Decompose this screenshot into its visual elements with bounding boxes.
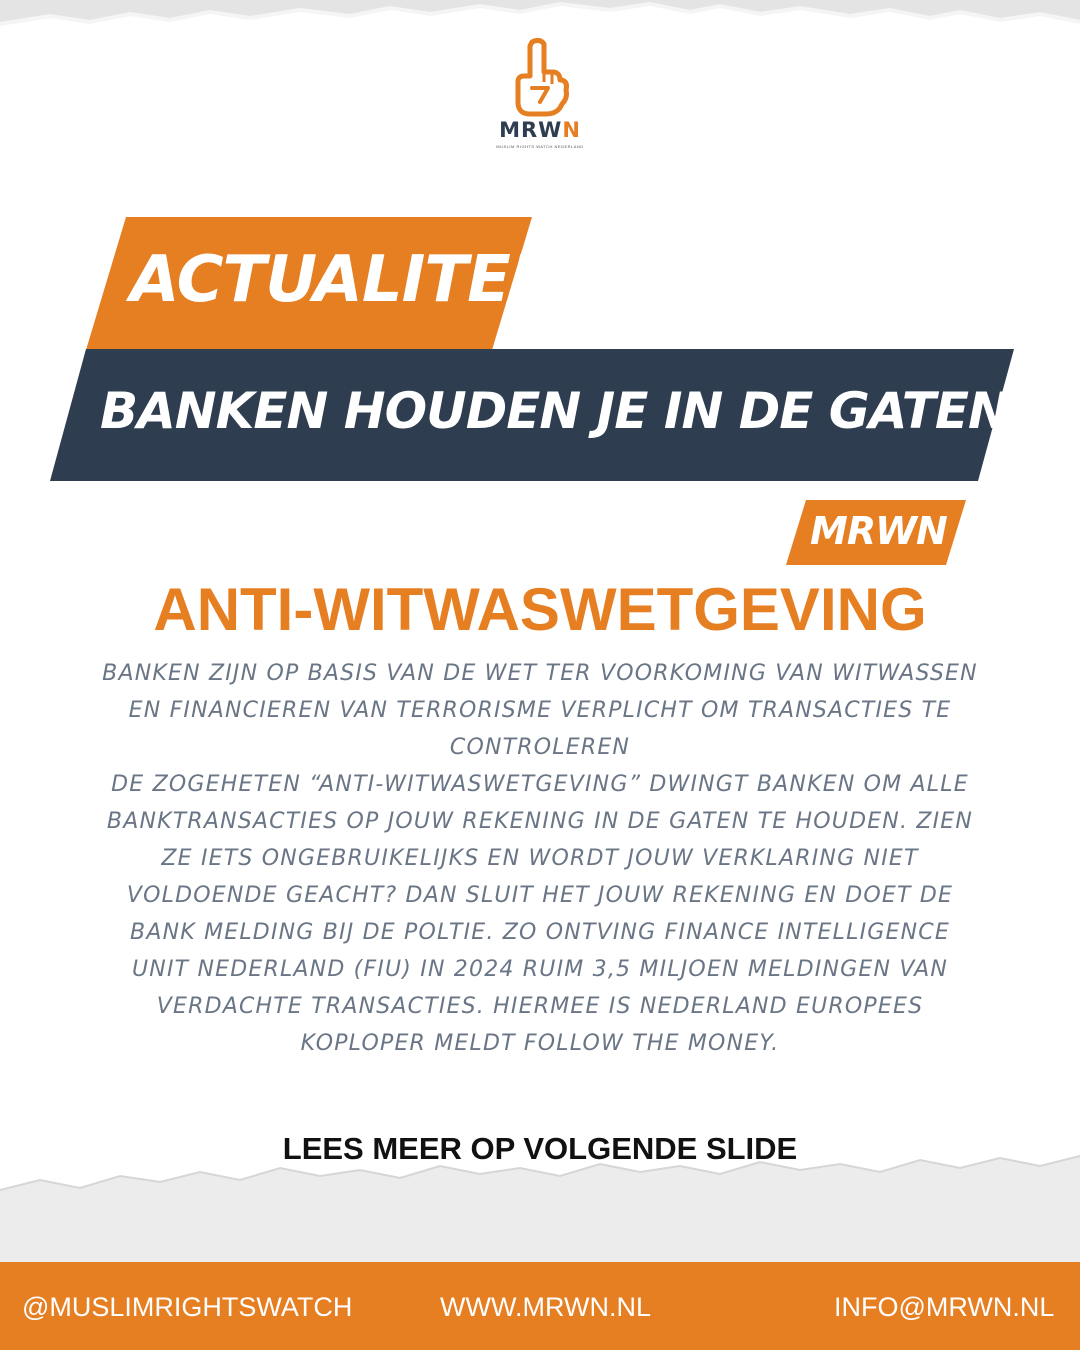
read-more-label: LEES MEER OP VOLGENDE SLIDE	[282, 1131, 798, 1166]
logo-tagline: MUSLIM RIGHTS WATCH NEDERLAND	[496, 144, 584, 149]
brand-badge: MRWN	[810, 509, 947, 553]
category-label: ACTUALITEIT	[130, 243, 576, 317]
footer-social-handle: @MUSLIMRIGHTSWATCH	[22, 1292, 353, 1322]
article-title: ANTI-WITWASWETGEVING	[153, 576, 927, 643]
page-title: BANKEN HOUDEN JE IN DE GATEN	[100, 382, 1009, 440]
article-paragraph-2: DE ZOGEHETEN “ANTI-WITWASWETGEVING” DWINGT BANKEN OM ALLE BANKTRANSACTIES OP JOUW REKENING IN DE GATEN TE HOUDEN. ZIEN ZE IETS ONGEBRUIKELIJKS EN WORDT JOUW VERKLARING NIET VOLDOENDE GEACHT? DAN SLUIT HET JOUW REKENING EN DOET DE BANK MELDING BIJ DE POLTIE. ZO ONTVING FINANCE INTELLIGENCE UNIT NEDERLAND (FIU) IN 2024 RUIM 3,5 MILJOEN MELDINGEN VAN VERDACHTE TRANSACTIES. HIERMEE IS NEDERLAND EUROPEES KOPLOPER MELDT FOLLOW THE MONEY.	[106, 772, 974, 1056]
footer-website: WWW.MRWN.NL	[440, 1292, 651, 1322]
article-paragraph-1: BANKEN ZIJN OP BASIS VAN DE WET TER VOORKOMING VAN WITWASSEN EN FINANCIEREN VAN TERRORISME VERPLICHT OM TRANSACTIES TE CONTROLEREN	[102, 661, 978, 760]
raised-index-finger-hand-icon	[490, 38, 590, 118]
article-body	[100, 655, 980, 1062]
logo-wordmark: MRWN	[499, 118, 581, 142]
mrwn-logo	[490, 38, 590, 158]
torn-paper-bottom	[0, 1150, 1080, 1265]
footer-email: INFO@MRWN.NL	[834, 1292, 1055, 1322]
footer-bar	[0, 1262, 1080, 1350]
